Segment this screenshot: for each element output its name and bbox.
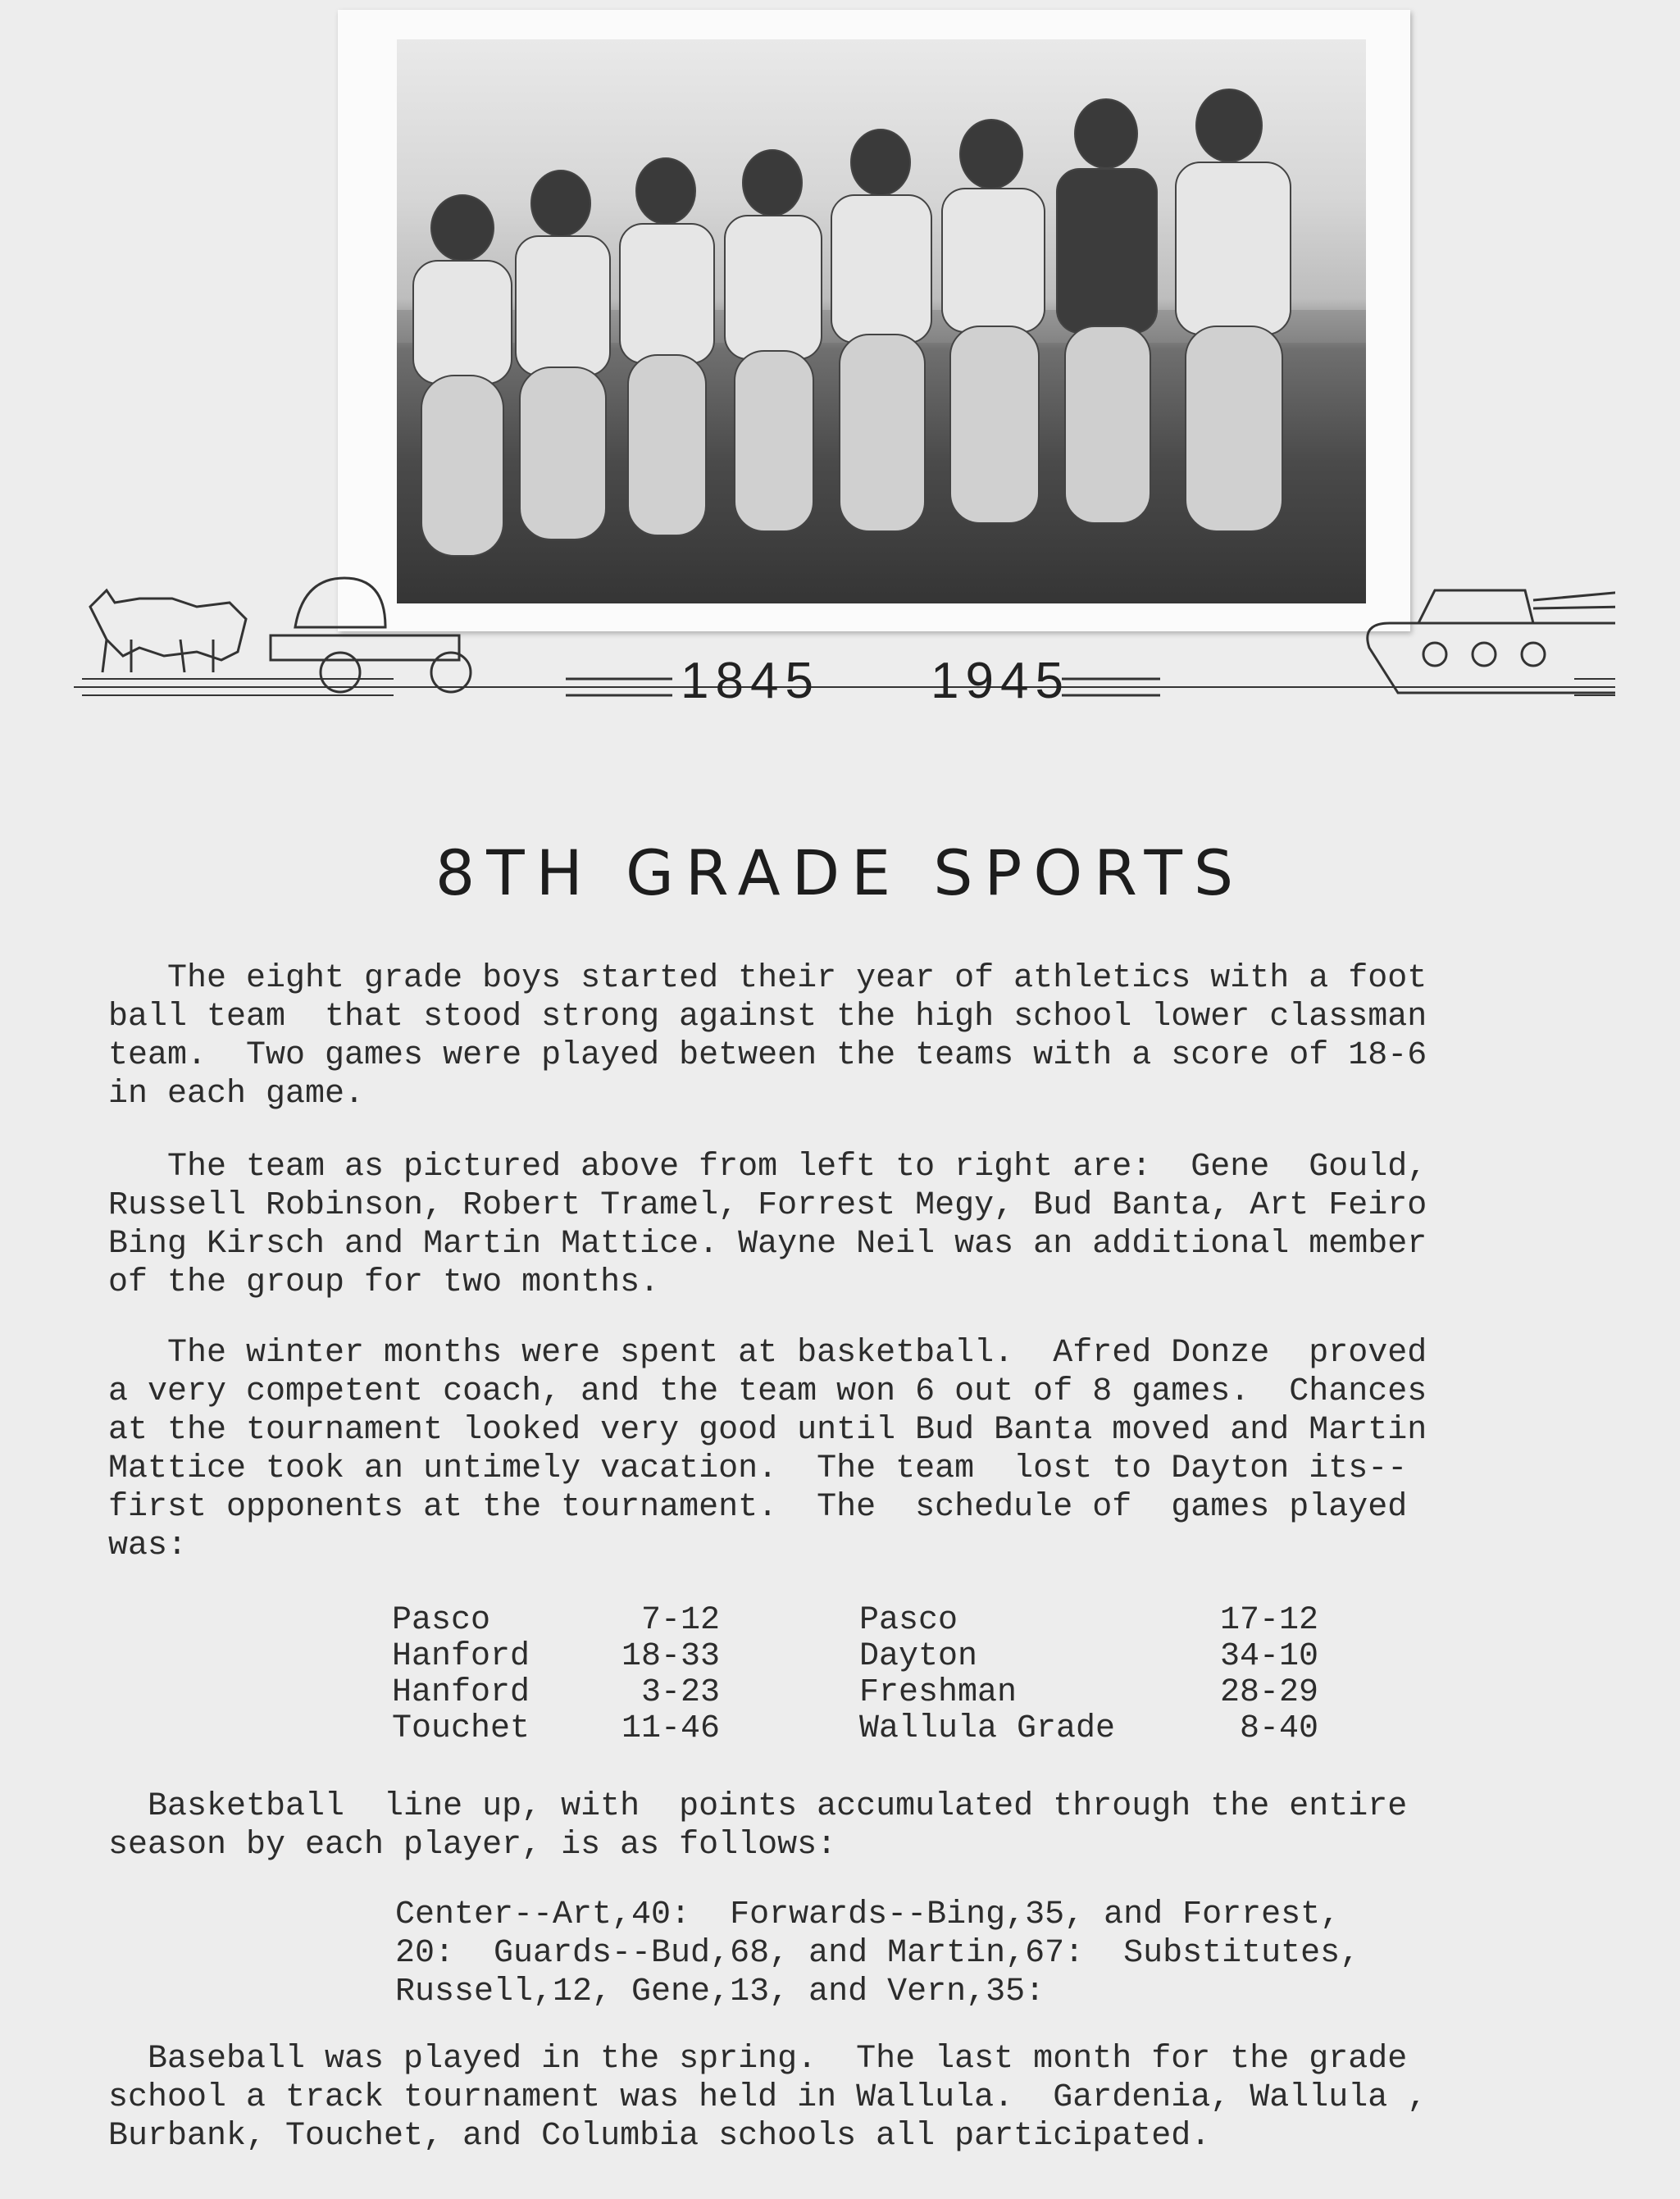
schedule-row xyxy=(392,1603,900,1639)
schedule-team: Pasco xyxy=(859,1602,958,1639)
paragraph-lineup-intro: Basketball line up, with points accumulated through the entire season by each player, is as follows: xyxy=(108,1788,1408,1864)
team-photo xyxy=(397,39,1366,603)
schedule-row xyxy=(859,1711,1368,1747)
schedule-team: Touchet xyxy=(392,1710,530,1747)
photo-frame xyxy=(338,10,1410,631)
schedule-score: 18-33 xyxy=(621,1638,720,1675)
schedule-score: 34-10 xyxy=(1219,1638,1318,1675)
schedule-row xyxy=(859,1639,1368,1675)
schedule-team: Dayton xyxy=(859,1638,978,1675)
schedule-row xyxy=(392,1639,900,1675)
banner-year-end: 1945 xyxy=(931,653,1070,709)
schedule-score: 3-23 xyxy=(640,1674,720,1711)
schedule-team: Pasco xyxy=(392,1602,491,1639)
banner-year-start: 1845 xyxy=(681,653,820,709)
schedule-team: Wallula Grade xyxy=(859,1710,1116,1747)
schedule-row xyxy=(859,1675,1368,1711)
schedule-score: 28-29 xyxy=(1219,1674,1318,1711)
schedule-team: Hanford xyxy=(392,1674,530,1711)
team-photo-illustration xyxy=(397,39,1366,603)
schedule-row xyxy=(392,1711,900,1747)
schedule-score: 17-12 xyxy=(1219,1602,1318,1639)
paragraph-team-roster: The team as pictured above from left to right are: Gene Gould, Russell Robinson, Robert Tramel, Forrest Megy, Bud Banta, Art Feiro Bing Kirsch and Martin Mattice. Wayne Neil was an additional member of the group for two months. xyxy=(108,1149,1427,1301)
paragraph-basketball: The winter months were spent at basketball. Afred Donze proved a very competent coach, and the team won 6 out of 8 games. Chances at the tournament looked very good until Bud Banta moved and Martin Mattice took an untimely vacation. The team lost to Dayton its-- first opponents at the tournament. The schedule of games played was: xyxy=(108,1335,1427,1564)
schedule-score: 11-46 xyxy=(621,1710,720,1747)
schedule-team: Hanford xyxy=(392,1638,530,1675)
schedule-score: 7-12 xyxy=(640,1602,720,1639)
page-title: 8TH GRADE SPORTS xyxy=(435,836,1245,909)
schedule-score: 8-40 xyxy=(1239,1710,1318,1747)
schedule-row xyxy=(859,1603,1368,1639)
paragraph-baseball-track: Baseball was played in the spring. The last month for the grade school a track tournament was held in Wallula. Gardenia, Wallula , Burbank, Touchet, and Columbia schools all participated. xyxy=(108,2041,1427,2155)
basketball-lineup: Center--Art,40: Forwards--Bing,35, and Forrest, 20: Guards--Bud,68, and Martin,67: Substitutes, Russell,12, Gene,13, and Vern,35: xyxy=(395,1896,1360,2010)
schedule-team: Freshman xyxy=(859,1674,1018,1711)
paragraph-football: The eight grade boys started their year of athletics with a foot ball team that stood strong against the high school lower classman team. Two games were played between the teams with a score of 18-6 in each game. xyxy=(108,960,1427,1113)
schedule-row xyxy=(392,1675,900,1711)
timeline-banner xyxy=(74,549,1615,713)
